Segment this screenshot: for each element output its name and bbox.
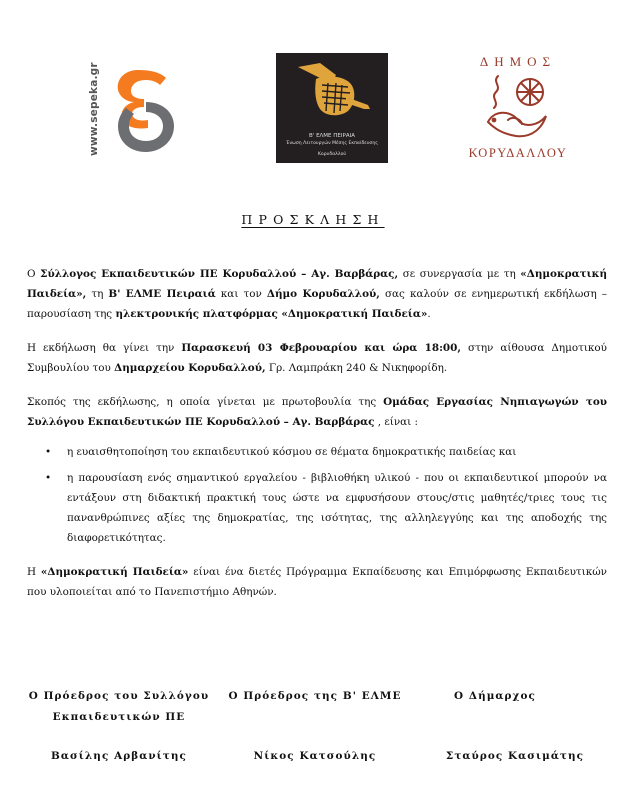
paragraph-event-details: Η εκδήλωση θα γίνει την Παρασκευή 03 Φεβρουαρίου και ώρα 18:00, στην αίθουσα Δημοτικού Συμβουλίου του Δημαρχείου Κορυδαλλού, Γρ. Λαμπράκη 240 & Νικηφορίδη.	[27, 342, 607, 374]
elme-subtitle: Ένωση Λειτουργών Μέσης Εκπαίδευσης	[286, 141, 378, 146]
dimos-logo	[468, 54, 568, 164]
signature-role-mayor: Ο Δήμαρχος	[454, 690, 536, 702]
signature-name-elme-president: Νίκος Κατσούλης	[253, 750, 377, 762]
paragraph-intro: Ο Σύλλογος Εκπαιδευτικών ΠΕ Κορυδαλλού – Αγ. Βαρβάρας, σε συνεργασία με τη «Δημοκρατική Παιδεία», τη Β' ΕΛΜΕ Πειραιά και τον Δήμο Κορυδαλλού, σας καλούν σε ενημερωτική εκδήλωση – παρουσίαση της ηλεκτρονικής πλατφόρμας «Δημοκρατική Παιδεία».	[27, 268, 607, 320]
signature-role-union-president: Ο Πρόεδρος του Συλλόγου Εκπαιδευτικών ΠΕ	[28, 690, 210, 723]
purpose-list	[27, 442, 607, 548]
paragraph-purpose: Σκοπός της εκδήλωσης, η οποία γίνεται με πρωτοβουλία της Ομάδας Εργασίας Νηπιαγωγών του Συλλόγου Εκπαιδευτικών ΠΕ Κορυδαλλού – Αγ. Βαρβάρας , είναι :	[27, 396, 607, 428]
dimos-top-text: ΔΗΜΟΣ	[479, 54, 557, 69]
paragraph-program-info: Η «Δημοκρατική Παιδεία» είναι ένα διετές Πρόγραμμα Εκπαίδευσης και Επιμόρφωσης Εκπαιδευτικών που υλοποιείται από το Πανεπιστήμιο Αθηνών.	[27, 566, 607, 598]
signature-role-elme-president: Ο Πρόεδρος της Β' ΕΛΜΕ	[228, 690, 402, 702]
dimos-bottom-text: ΚΟΡΥΔΑΛΛΟΥ	[468, 146, 568, 160]
dimos-bird-wheel-icon	[480, 70, 558, 144]
list-item: • η παρουσίαση ενός σημαντικού εργαλείου - βιβλιοθήκη υλικού - που οι εκπαιδευτικοί μπορούν να εντάξουν στη διδακτική πρακτική τους ώστε να εμφυσήσουν στους/στις μαθητές/τριες τους τις πανανθρώπινες αξίες της δημοκρατίας, της ισότητας, της αλληλεγγύης και της αποδοχής της διαφορετικότητας.	[27, 468, 607, 548]
bullet-icon: •	[45, 446, 52, 458]
sepeka-sigma-epsilon-icon	[104, 60, 184, 160]
signature-name-mayor: Σταύρος Κασιμάτης	[445, 750, 585, 762]
signature-name-union-president: Βασίλης Αρβανίτης	[51, 750, 187, 762]
bullet-icon: •	[45, 472, 52, 484]
elme-location: Κορυδαλλού	[317, 152, 347, 157]
elme-logo	[276, 53, 388, 163]
elme-pen-hand-icon	[276, 53, 388, 131]
sepeka-url-text: www.sepeka.gr	[88, 62, 100, 156]
invitation-title: ΠΡΟΣΚΛΗΣΗ	[241, 212, 385, 227]
invitation-body	[27, 264, 607, 602]
list-item: • η ευαισθητοποίηση του εκπαιδευτικού κόσμου σε θέματα δημοκρατικής παιδείας και	[27, 442, 607, 462]
elme-name: Β' ΕΛΜΕ ΠΕΙΡΑΙΑ	[309, 133, 355, 139]
sepeka-logo	[88, 60, 184, 160]
